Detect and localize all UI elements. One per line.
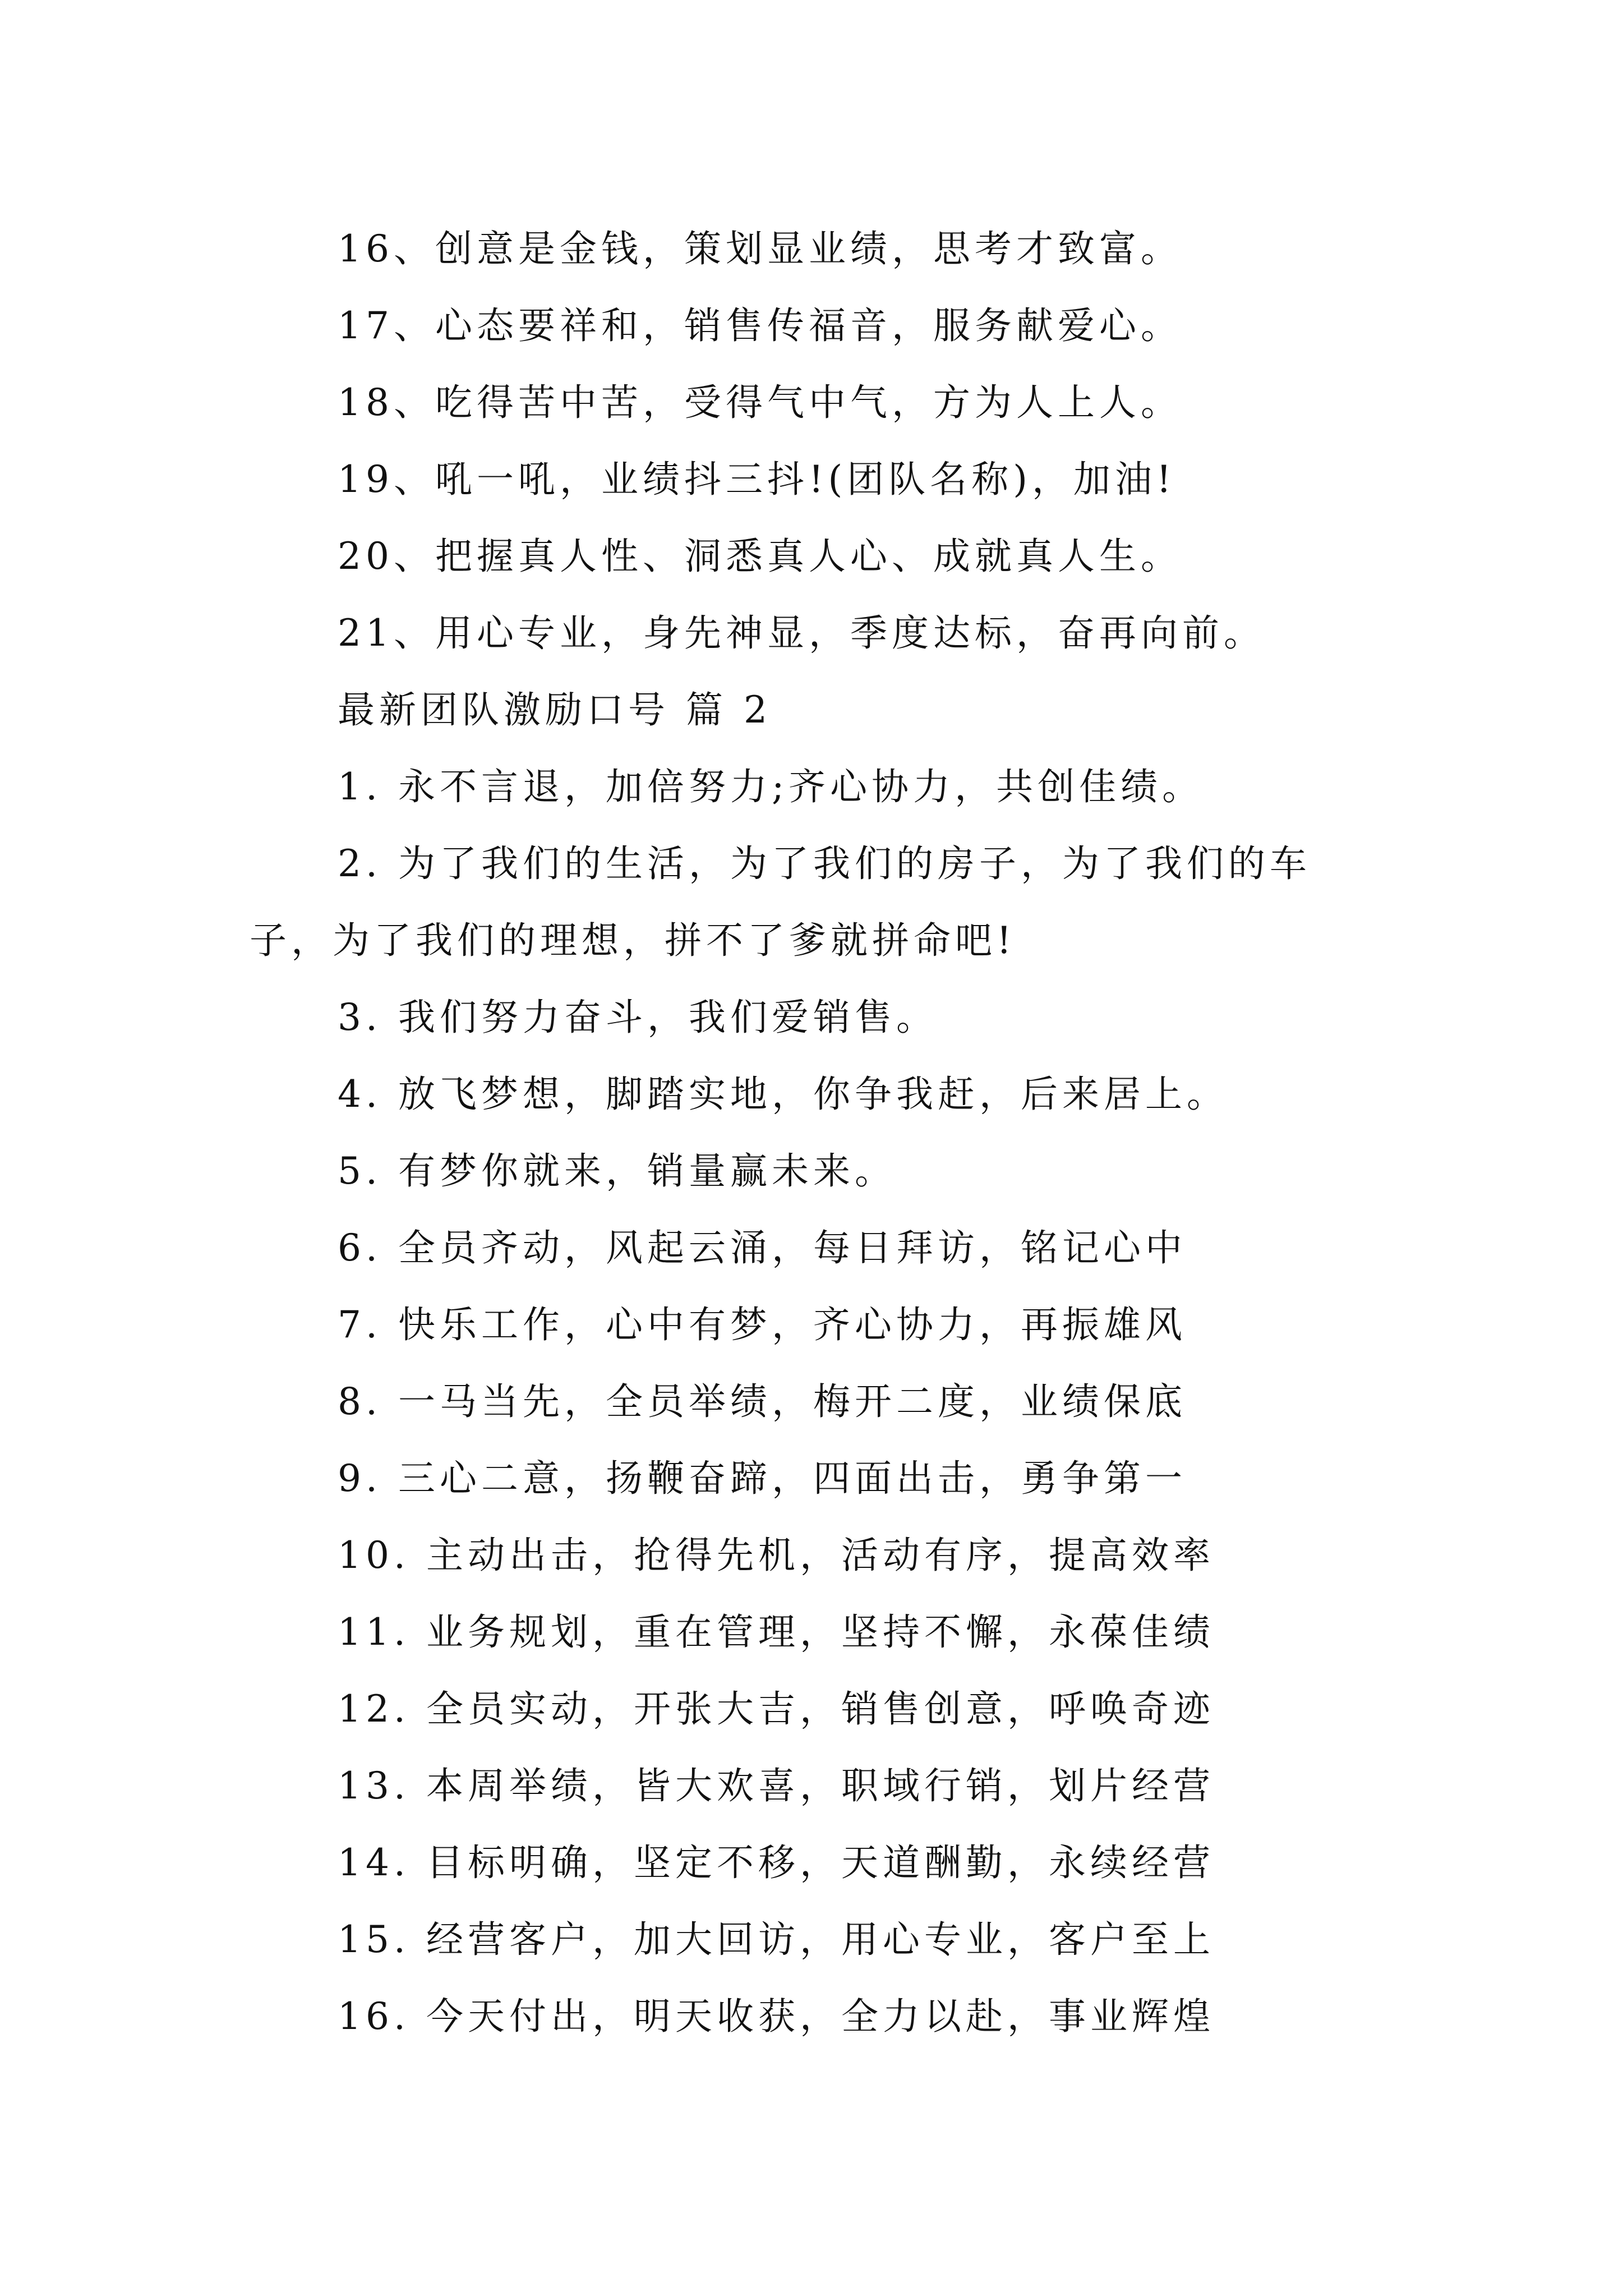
slogan-line-continuation: 子，为了我们的理想，拼不了爹就拼命吧! (250, 919, 1016, 962)
slogan-line: 16、创意是金钱，策划显业绩，思考才致富。 (338, 227, 1182, 270)
slogan-line: 16. 今天付出，明天收获，全力以赴，事业辉煌 (338, 1995, 1215, 2038)
slogan-line: 1. 永不言退，加倍努力;齐心协力，共创佳绩。 (338, 765, 1204, 808)
slogan-line: 9. 三心二意，扬鞭奋蹄，四面出击，勇争第一 (338, 1457, 1187, 1500)
slogan-line: 19、吼一吼，业绩抖三抖!(团队名称)，加油! (338, 458, 1176, 501)
slogan-line: 6. 全员齐动，风起云涌，每日拜访，铭记心中 (338, 1226, 1187, 1269)
slogan-line: 11. 业务规划，重在管理，坚持不懈，永葆佳绩 (338, 1611, 1215, 1654)
slogan-line: 15. 经营客户，加大回访，用心专业，客户至上 (338, 1918, 1215, 1961)
section-heading: 最新团队激励口号 篇 2 (338, 688, 772, 731)
slogan-line: 18、吃得苦中苦，受得气中气，方为人上人。 (338, 381, 1182, 424)
slogan-line: 17、心态要祥和，销售传福音，服务献爱心。 (338, 304, 1182, 347)
slogan-line: 3. 我们努力奋斗，我们爱销售。 (338, 996, 938, 1039)
slogan-line: 7. 快乐工作，心中有梦，齐心协力，再振雄风 (338, 1303, 1187, 1346)
document-body (250, 210, 1388, 2055)
slogan-line: 5. 有梦你就来，销量赢未来。 (338, 1149, 896, 1193)
slogan-line: 14. 目标明确，坚定不移，天道酬勤，永续经营 (338, 1841, 1215, 1884)
slogan-line: 21、用心专业，身先神显，季度达标，奋再向前。 (338, 611, 1265, 655)
slogan-line: 10. 主动出击，抢得先机，活动有序，提高效率 (338, 1534, 1215, 1577)
slogan-line: 2. 为了我们的生活，为了我们的房子，为了我们的车 (338, 842, 1311, 885)
slogan-line: 8. 一马当先，全员举绩，梅开二度，业绩保底 (338, 1380, 1187, 1423)
slogan-line: 20、把握真人性、洞悉真人心、成就真人生。 (338, 535, 1182, 578)
slogan-line: 13. 本周举绩，皆大欢喜，职域行销，划片经营 (338, 1764, 1215, 1807)
slogan-line: 12. 全员实动，开张大吉，销售创意，呼唤奇迹 (338, 1687, 1215, 1731)
slogan-line: 4. 放飞梦想，脚踏实地，你争我赶，后来居上。 (338, 1073, 1228, 1116)
